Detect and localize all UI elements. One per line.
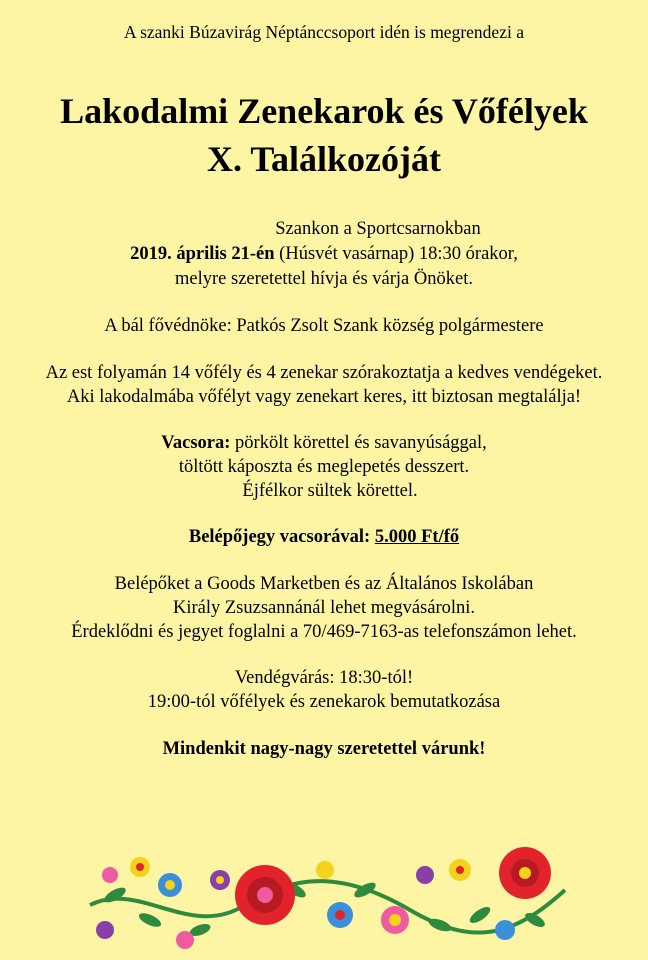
red-rose-icon	[499, 847, 551, 899]
schedule-line-1: Vendégvárás: 18:30-tól!	[234, 668, 414, 688]
purchase-line-3: Érdeklődni és jegyet foglalni a 70/469-7163-as telefonszámon lehet.	[71, 622, 577, 642]
program-line-1: Az est folyamán 14 vőfély és 4 zenekar szórakoztatja a kedves vendégeket.	[45, 363, 603, 383]
ticket-label: Belépőjegy vacsorával:	[188, 527, 371, 547]
date-details: (Húsvét vasárnap) 18:30 órakor,	[274, 244, 518, 264]
dinner-line-3: Éjfélkor sültek körettel.	[242, 481, 418, 501]
date-line	[0, 244, 648, 265]
intro-text: A szanki Búzavirág Néptánccsoport idén is megrendezi a	[124, 22, 524, 42]
event-title-line2: X. Találkozóját	[206, 139, 442, 179]
ticket-price: 5.000 Ft/fő	[374, 527, 460, 547]
dinner-menu-1: pörkölt körettel és savanyúsággal,	[230, 433, 487, 453]
invite-text: melyre szeretettel hívja és várja Önöket.	[175, 269, 473, 289]
ticket-line	[0, 527, 648, 548]
event-title-line1: Lakodalmi Zenekarok és Vőfélyek	[60, 91, 588, 131]
venue-text: Szankon a Sportcsarnokban	[275, 219, 481, 239]
schedule-line-2: 19:00-tól vőfélyek és zenekarok bemutatkozása	[147, 692, 501, 712]
purchase-line-2: Király Zsuzsannánál lehet megvásárolni.	[172, 598, 476, 618]
event-date: 2019. április 21-én	[130, 244, 275, 264]
purchase-line-1: Belépőket a Goods Marketben és az Általános Iskolában	[114, 574, 534, 594]
red-rose-icon	[235, 865, 295, 925]
dinner-line-2: töltött káposzta és meglepetés desszert.	[178, 457, 470, 477]
closing-text: Mindenkit nagy-nagy szeretettel várunk!	[162, 739, 486, 759]
dinner-line-1	[0, 433, 648, 454]
program-line-2: Aki lakodalmába vőfélyt vagy zenekart keres, itt biztosan megtalálja!	[66, 387, 582, 407]
dinner-label: Vacsora:	[161, 433, 231, 453]
floral-embroidery-border	[80, 845, 570, 955]
patron-text: A bál fővédnöke: Patkós Zsolt Szank község polgármestere	[104, 316, 544, 336]
